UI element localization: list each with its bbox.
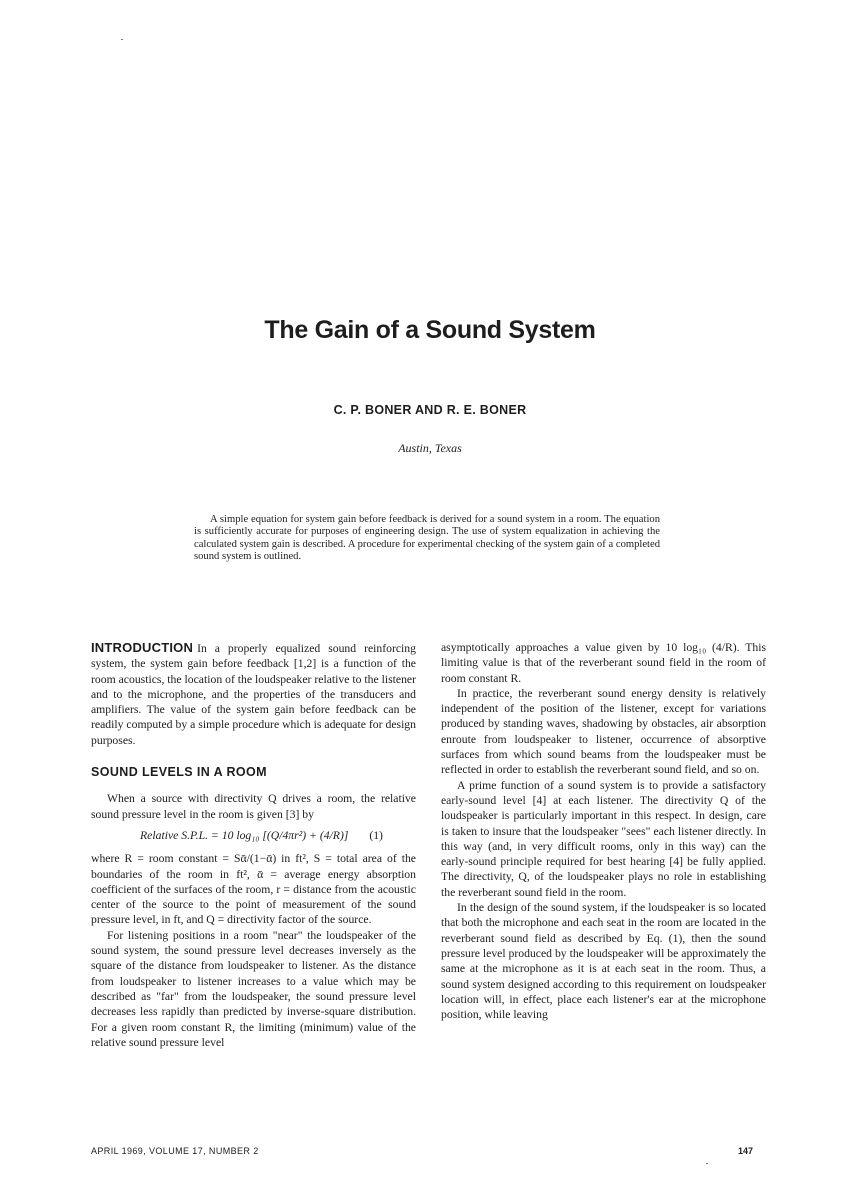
- equation-1-body: Relative S.P.L. = 10 log₁₀ [(Q/4πr²) + (4/R)]: [140, 828, 349, 842]
- affiliation: Austin, Texas: [398, 441, 462, 455]
- scan-speck: [706, 1163, 708, 1164]
- journal-footer: APRIL 1969, VOLUME 17, NUMBER 2: [91, 1146, 259, 1156]
- sound-levels-paragraph-2: where R = room constant = Sᾱ/(1−ᾱ) in ft², S = total area of the boundaries of the room in ft², ᾱ = average energy absorption coefficient of the surfaces of the room, r = distance from the acoustic center of the source to the point of measurement of the sound pressure level, in ft, and Q = directivity factor of the source.: [91, 852, 416, 927]
- intro-paragraph: [91, 640, 416, 748]
- page-number: 147: [738, 1146, 754, 1156]
- right-paragraph-1: asymptotically approaches a value given by 10 log₁₀ (4/R). This limiting value is that of the reverberant sound field in the room of room constant R.: [441, 641, 766, 685]
- equation-1: [107, 828, 416, 843]
- authors: C. P. BONER AND R. E. BONER: [333, 403, 527, 417]
- right-paragraph-2: In practice, the reverberant sound energy density is relatively independent of the position of the listener, except for variations produced by standing waves, shadowing by obstacles, air absorption enroute from loudspeaker to listener, occurrence of absorptive surfaces from which sound beams from the loudspeaker must be reflected in order to establish the reverberant sound field, and so on.: [441, 686, 766, 777]
- section-heading-sound-levels: SOUND LEVELS IN A ROOM: [91, 765, 267, 780]
- right-paragraph-3: A prime function of a sound system is to provide a satisfactory early-sound level [4] at each listener. The directivity Q of the loudspeaker is particularly important in this respect. In design, care is taken to insure that the loudspeaker "sees" each listener directly. In this way (and, in very difficult rooms, only in this way) can the early-sound principle required for best hearing [4] be fully applied. The directivity, Q, of the loudspeaker plays no role in establishing the reverberant sound field in the room.: [441, 778, 766, 899]
- right-paragraph-4: In the design of the sound system, if the loudspeaker is so located that both the microphone and each seat in the room are located in the reverberant sound field as described by Eq. (1), then the sound pressure level produced by the loudspeaker will be approximately the same at the microphone as it is at each seat in the room. Thus, a sound system designed according to this requirement on loudspeaker location will, in effect, place each listener's ear at the microphone position, while leaving: [441, 901, 766, 1022]
- scan-speck: [121, 39, 123, 40]
- equation-1-number: (1): [369, 828, 383, 842]
- paper-title: The Gain of a Sound System: [264, 316, 596, 344]
- right-column: [441, 640, 766, 1022]
- intro-heading: INTRODUCTION: [91, 640, 194, 655]
- abstract: A simple equation for system gain before feedback is derived for a sound system in a room. The equation is sufficiently accurate for purposes of engineering design. The use of system equalization in achieving the calculated system gain is described. A procedure for experimental checking of the system gain of a completed sound system is outlined.: [194, 514, 660, 563]
- sound-levels-paragraph-1: When a source with directivity Q drives a room, the relative sound pressure level in the room is given [3] by: [91, 792, 416, 821]
- left-column: [91, 640, 416, 1050]
- sound-levels-paragraph-3: For listening positions in a room "near" the loudspeaker of the sound system, the sound pressure level decreases inversely as the square of the distance from loudspeaker to listener. As the distance from loudspeaker to listener increases to a value which may be described as "far" from the loudspeaker, the sound pressure level decreases less rapidly than predicted by inverse-square distribution. For a given room constant R, the limiting (minimum) value of the relative sound pressure level: [91, 928, 416, 1049]
- intro-text: In a properly equalized sound reinforcing system, the system gain before feedback [1,2] is a function of the room acoustics, the location of the loudspeaker relative to the listener and to the microphone, and the properties of the transducers and amplifiers. The value of the system gain before feedback can be readily computed by a simple procedure which is adequate for design purposes.: [91, 642, 416, 747]
